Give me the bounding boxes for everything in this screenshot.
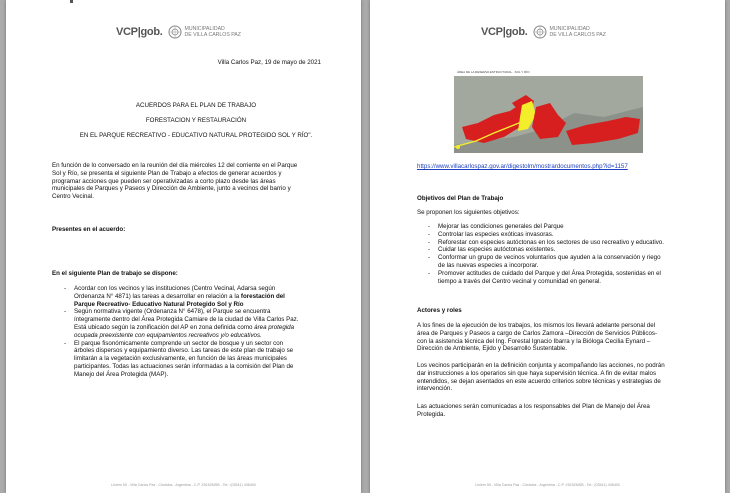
list-item: - Conformar un grupo de vecinos voluntarios que ayuden a la conservación y riego de las nuevas especies a incorporar. [428,254,718,270]
document-page-1 [6,0,361,493]
actors-heading: Actores y roles [417,307,462,314]
brand-text: VCP|gob. [116,26,163,38]
list-item: - Según normativa vigente (Ordenanza N° 6478), el Parque se encuentra íntegramente dentro del Área Protegida Camiare de la ciudad de Villa Carlos Paz. Está ubicado según la zonificación del AP en zona definida como área protegida ocupada preexistente con equipamientos recreativos y/o educativos. [64,308,349,339]
municipal-logo [116,22,241,42]
protected-area-map [454,67,643,153]
municipality-name: MUNICIPALIDAD DE VILLA CARLOS PAZ [549,26,606,38]
list-item: - Reforestar con especies autóctonas en los sectores de uso recreativo y educativo. [428,239,718,247]
page-footer: Liniers 50 - Villa Carlos Paz - Córdoba - Argentina - C.P. X5152MSB - Tel.: (03541) 436400 [475,483,620,487]
list-item: - Mejorar las condiciones generales del Parque [428,223,718,231]
actors-paragraph-2: Los vecinos participarán en la definición conjunta y acompañando las acciones, no podrán dar instrucciones a los operarios sin que haya supervisión técnica. A fin de evitar malos entendidos, se dejan asentados en este acuerdo criterios sobre técnicas y estrategias de intervención. [417,362,665,393]
presentes-heading: Presentes en el acuerdo: [52,226,126,233]
ordinance-link[interactable]: https://www.villacarlospaz.gov.ar/digestolm/mostrardocumentos.php?id=1157 [417,163,628,170]
actors-paragraph-3: Las actuaciones serán comunicadas a los responsables del Plan de Manejo del Área Protegida. [417,403,650,418]
brand-text: VCP|gob. [481,26,528,38]
list-item: - Controlar las especies exóticas invasoras. [428,231,718,239]
intro-paragraph: En función de lo conversado en la reunión del día miércoles 12 del corriente en el Parque Sol y Río, se presenta el siguiente Plan de Trabajo a efectos de generar acuerdos y programar acciones que pueden ser operativizadas a corto plazo desde las áreas municipales de Parques y Paseos y Dirección de Ambiente, junto a vecinos del barrio y Centro Vecinal. [52,162,298,201]
actors-paragraph-1: A los fines de la ejecución de los trabajos, los mismos los llevará adelante personal del área de Parques y Paseos a cargo de Carlos Zamora –Dirección de Servicios Públicos- con la asistencia técnica del Ing. Forestal Ignacio Ibarra y la Bióloga Cecilia Eynard – Dirección de Ambiente, Ejido y Desarrollo Sustentable. [417,322,658,353]
objectives-heading: Objetivos del Plan de Trabajo [417,195,504,202]
objectives-list [428,223,718,285]
municipality-name: MUNICIPALIDAD DE VILLA CARLOS PAZ [184,26,241,38]
plan-heading: En el siguiente Plan de trabajo se dispone: [52,270,178,277]
document-date: Villa Carlos Paz, 19 de mayo de 2021 [217,59,321,66]
municipal-logo [481,22,606,42]
title-line-1: ACUERDOS PARA EL PLAN DE TRABAJO [135,102,257,109]
plan-bullet-list [64,285,349,379]
list-item: - El parque fisonómicamente comprende un sector de bosque y un sector con árboles dispersos y equipamiento diverso. Las tareas de este plan de trabajo se limitarán a la vegetación exclusivamente, en función de las áreas municipales participantes. Todas las actuaciones serán informadas a la comisión del Plan de Manejo del Área Protegida (MAP). [64,340,349,379]
objectives-intro: Se proponen los siguientes objetivos: [417,209,520,216]
list-item: - Acordar con los vecinos y las instituciones (Centro Vecinal, Adarsa según Ordenanza N° 4871) las tareas a desarrollar en relación a la forestación del Parque Recreativo- Educativo Natural Protegido Sol y Río [64,285,349,308]
list-item: - Cuidar las especies autóctonas existentes. [428,246,718,254]
page-footer: Liniers 50 - Villa Carlos Paz - Córdoba - Argentina - C.P. X5152MSB - Tel.: (03541) 436400 [111,483,256,487]
map-caption: ÁREA DE LA RESERVA ESTRUCTURAL - SOL Y RÍO [457,70,530,74]
list-item: - Promover actitudes de cuidado del Parque y del Área Protegida, sostenidas en el tiempo a través del Centro vecinal y comunidad en general. [428,270,718,286]
document-page-2 [370,0,725,493]
municipal-seal-icon [533,25,547,39]
title-line-3: EN EL PARQUE RECREATIVO - EDUCATIVO NATURAL PROTEGIDO SOL Y RÍO". [79,132,313,139]
title-line-2: FORESTACION Y RESTAURACIÓN [145,117,247,124]
municipal-seal-icon [168,25,182,39]
page-corner-mark [70,0,73,3]
